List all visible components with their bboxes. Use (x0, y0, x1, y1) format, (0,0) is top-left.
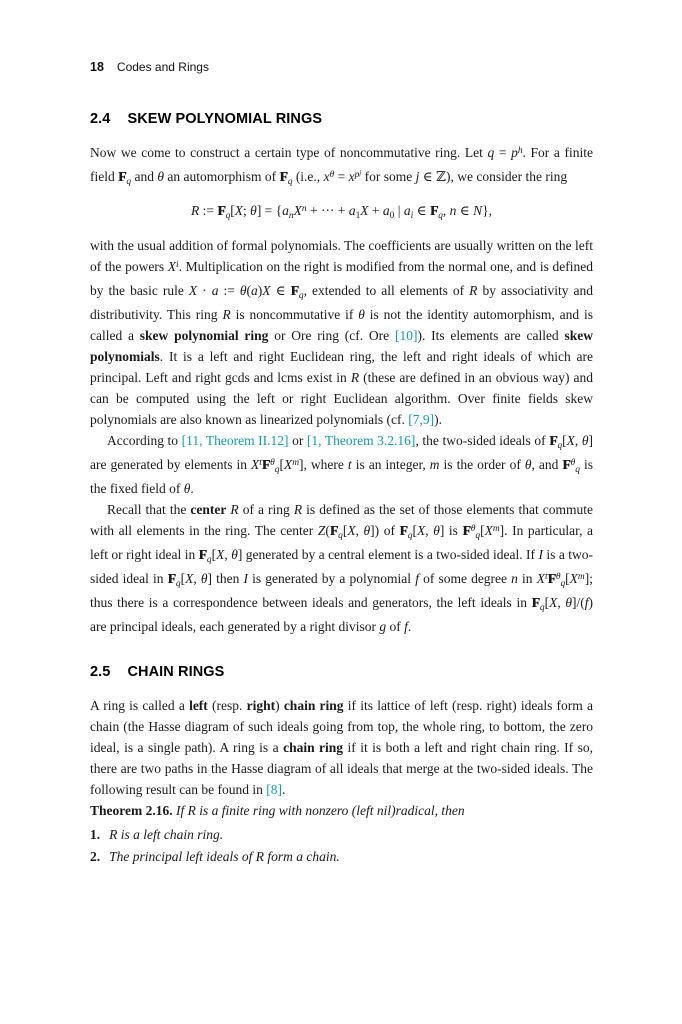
text-run: R (293, 502, 303, 517)
text-run: }, (482, 203, 493, 218)
text-run: ) (275, 698, 284, 713)
text-run: X (185, 571, 194, 586)
text-run: of (386, 619, 405, 634)
text-run: 0 (389, 211, 395, 222)
text-run: F (531, 595, 540, 610)
text-run: q (274, 465, 280, 476)
text-run: F (462, 523, 471, 538)
text-run: if its lattice of left (resp. right) ideals form a chain (the Hasse diagram of such ideals going from top, the whole ring, to bottom, the zero ideal, is a single path). A ring is a (90, 698, 593, 755)
text-run: θ (183, 481, 191, 496)
text-run: q (539, 603, 545, 614)
text-run: right (246, 698, 276, 713)
text-run: X (167, 259, 176, 274)
text-run: F (547, 571, 556, 586)
text-run: ∈ (413, 203, 430, 218)
text-run: X (250, 457, 260, 472)
text-run: , (442, 203, 450, 218)
text-run: R (190, 203, 200, 218)
text-run: X (566, 433, 575, 448)
text-run: [ (279, 457, 284, 472)
text-run: X (293, 203, 302, 218)
text-run: , (574, 433, 582, 448)
text-run: F (279, 169, 288, 184)
text-run: q (487, 145, 495, 160)
text-run: X (283, 457, 293, 472)
text-run: F (217, 203, 226, 218)
text-run: [ (565, 571, 570, 586)
text-run: , (224, 547, 232, 562)
text-run: a (211, 283, 219, 298)
text-run: X (234, 203, 244, 218)
text-run: (resp. (207, 698, 247, 713)
text-run: g (379, 619, 387, 634)
text-run: f (404, 619, 408, 634)
theorem-list (90, 824, 593, 867)
text-run: θ (470, 524, 476, 535)
text-run: ), we consider the ring (446, 169, 568, 184)
text-run: . (281, 782, 286, 797)
text-run: , (355, 523, 364, 538)
paragraph (90, 499, 593, 637)
text-run: a (251, 283, 258, 298)
text-run: F (329, 523, 339, 538)
text-run: ∈ ℤ (419, 169, 446, 184)
text-run: + ··· + (306, 203, 349, 218)
text-run: θ (358, 307, 365, 322)
text-run: θ (239, 283, 247, 298)
text-run: [ (562, 433, 567, 448)
text-run: ). Its elements are called (417, 328, 565, 343)
text-run: a (282, 203, 289, 218)
text-run: ] (588, 433, 593, 448)
list-item (90, 846, 593, 868)
text-run: θ (231, 547, 238, 562)
text-run: q (287, 177, 293, 188)
text-run: If R is a finite ring with nonzero (left nil)radical, then (172, 803, 465, 818)
text-run: According to (107, 433, 182, 448)
paragraph (90, 142, 593, 190)
text-run: if it is both a left and right chain ring. If so, there are two paths in the Hasse diagram of all ideals that merge at the two-sided ideals. The following result can be found in (90, 740, 593, 797)
section-title: CHAIN RINGS (127, 664, 225, 680)
text-run: m (292, 458, 300, 469)
text-run: t (544, 572, 548, 583)
text-run: X (188, 283, 198, 298)
text-run: Now we come to construct a certain type of noncommutative ring. Let (90, 145, 488, 160)
text-run: X (262, 283, 271, 298)
text-run: R (230, 502, 239, 517)
text-run: [ (211, 547, 217, 562)
text-run: , extended to all elements of (303, 283, 470, 298)
text-run: θ (581, 433, 589, 448)
text-run: θ (270, 458, 275, 469)
text-run: ] then (207, 571, 244, 586)
text-run: θ (570, 458, 576, 469)
text-run: are generated by elements in (90, 457, 251, 472)
page-number: 18 (90, 60, 104, 74)
text-run: (i.e., (292, 169, 324, 184)
text-run: j (415, 169, 420, 184)
text-run: X (536, 571, 545, 586)
text-run: f (415, 571, 419, 586)
text-run: skew polynomials (90, 328, 593, 364)
text-run: q (225, 211, 231, 222)
text-run: [ (480, 523, 485, 538)
text-run: θ (555, 572, 561, 583)
text-run: := (199, 203, 218, 218)
text-run: q (560, 579, 566, 590)
display-equation (90, 200, 593, 224)
text-run: q (438, 211, 443, 222)
text-run: . For a finite field (90, 145, 593, 184)
text-run: is the order of (439, 457, 525, 472)
text-run: . (407, 619, 412, 634)
text-run: , (425, 523, 434, 538)
paragraph (90, 235, 593, 430)
text-run: ]; thus there is a correspondence between ideals and generators, the left ideals in (90, 571, 593, 610)
text-run: left (189, 698, 208, 713)
text-run: , where (303, 457, 348, 472)
section-heading-2-4 (90, 111, 593, 127)
text-run: ]/( (572, 595, 585, 610)
text-run: θ (250, 203, 257, 218)
text-run: N (473, 203, 483, 218)
text-run: , (193, 571, 201, 586)
text-run: and (131, 169, 158, 184)
text-run: x (348, 169, 355, 184)
text-run: R (469, 283, 478, 298)
item-text (109, 846, 340, 868)
citation-link[interactable]: [10] (394, 328, 418, 343)
text-run: q (126, 177, 132, 188)
text-run: ] is (439, 523, 463, 538)
text-run: F (562, 457, 571, 472)
text-run: i (410, 211, 414, 222)
text-run: is not the identity automorphism, and is called a (90, 307, 593, 343)
text-run: X (347, 523, 356, 538)
text-run: ∈ (270, 283, 291, 298)
text-run: + (368, 203, 383, 218)
text-run: X (569, 571, 578, 586)
text-run: ] generated by a central element is a two-sided ideal. If (237, 547, 539, 562)
text-run: The principal left ideals of R form a chain. (109, 848, 340, 864)
text-run: Recall that the (107, 502, 191, 517)
citation-link[interactable]: [11, Theorem II.12] (181, 433, 289, 448)
text-run: m (577, 572, 585, 583)
text-run: q (475, 531, 481, 542)
text-run: n (449, 203, 457, 218)
text-run: is generated by a polynomial (247, 571, 416, 586)
list-item (90, 824, 593, 846)
text-run: θ (524, 457, 532, 472)
text-run: [ (544, 595, 550, 610)
text-run: X (216, 547, 225, 562)
text-run: Theorem 2.16. (90, 803, 173, 818)
text-run: m (429, 457, 440, 472)
text-run: n (288, 211, 294, 222)
text-run: = (334, 169, 349, 184)
text-run: chain ring (283, 698, 344, 713)
text-run: with the usual addition of formal polynomials. The coefficients are usually written on the left of the powers (90, 238, 594, 274)
text-run: ] = { (256, 203, 283, 218)
text-run: , and (531, 457, 563, 472)
section-number: 2.4 (90, 111, 111, 127)
text-run: j (359, 169, 362, 178)
text-run: θ (565, 595, 572, 610)
text-run: q (575, 465, 580, 476)
text-run: , (557, 595, 566, 610)
text-run: are principal ideals, each generated by a right divisor (90, 619, 380, 634)
text-run: q (557, 441, 563, 452)
section-number: 2.5 (90, 664, 111, 680)
text-run: q (298, 291, 304, 302)
text-run: i (176, 260, 179, 271)
text-run: . It is a left and right Euclidean ring, the left and right ideals of which are principal. Left and right gcds and lcms exist in (90, 349, 593, 385)
text-run: X (549, 595, 558, 610)
text-run: X (484, 523, 493, 538)
text-run: Z (317, 523, 326, 538)
item-number: 2. (90, 848, 101, 864)
text-run: R is a left chain ring. (109, 827, 224, 842)
text-run: by associativity and distributivity. This ring (90, 283, 593, 322)
text-run: or Ore ring (cf. Ore (268, 328, 395, 343)
text-run: chain ring (283, 740, 344, 755)
text-run: F (290, 283, 299, 298)
running-title: Codes and Rings (116, 60, 209, 74)
text-run: I (243, 571, 248, 586)
text-run: F (549, 433, 558, 448)
page-content (90, 60, 593, 867)
text-run: θ (329, 170, 335, 181)
text-run: ]) of (370, 523, 400, 538)
text-run: . (190, 481, 194, 496)
text-run: of some degree (418, 571, 512, 586)
text-run: a (348, 203, 356, 218)
paragraph (90, 430, 593, 499)
text-run: R (222, 307, 231, 322)
text-run: ∈ (456, 203, 474, 218)
text-run: F (118, 169, 127, 184)
text-run: q (338, 531, 343, 542)
text-run: (these are defined in an obvious way) and can be computed using the left or right Euclidean algorithm. Over finite fields skew polynomials are also known as linearized polynomials (cf. (90, 370, 593, 427)
text-run: θ (200, 571, 208, 586)
text-run: ) (257, 283, 263, 298)
section-title: SKEW POLYNOMIAL RINGS (127, 111, 323, 127)
text-run: n (511, 571, 518, 586)
text-run: is defined as the set of those elements that commute with all elements in the ring. The center (90, 502, 594, 538)
text-run: t (259, 458, 262, 469)
text-run: for some (361, 169, 416, 184)
text-run: F (261, 457, 271, 472)
text-run: · (197, 283, 212, 298)
item-text (109, 824, 223, 846)
text-run: center (190, 502, 227, 517)
running-head (90, 60, 593, 74)
text-run: | (394, 203, 404, 218)
text-run: p (511, 145, 518, 160)
text-run: t (347, 457, 352, 472)
text-run: X (417, 523, 426, 538)
text-run: of a ring (238, 502, 294, 517)
text-run: ( (325, 523, 330, 538)
text-run: a (403, 203, 411, 218)
text-run: F (167, 571, 176, 586)
text-run: θ (157, 169, 164, 184)
text-run: θ (433, 523, 440, 538)
theorem-2-16 (90, 800, 593, 821)
text-run: ] (499, 523, 505, 538)
text-run: q (407, 531, 413, 542)
text-run: ] (299, 457, 304, 472)
text-run: ( (246, 283, 252, 298)
text-run: . In particular, a left or right ideal in (90, 523, 594, 562)
text-run: X (360, 203, 369, 218)
text-run: [ (180, 571, 186, 586)
text-run: [ (230, 203, 235, 218)
text-run: θ (363, 523, 371, 538)
paragraph (90, 695, 593, 800)
citation-link[interactable]: [1, Theorem 3.2.16] (306, 433, 416, 448)
text-run: 1 (355, 211, 361, 222)
text-run: x (323, 169, 330, 184)
text-run: A ring is called a (90, 698, 190, 713)
citation-link[interactable]: [8] (266, 782, 282, 797)
text-run: R (350, 370, 360, 385)
text-run: [ (342, 523, 348, 538)
text-run: I (538, 547, 543, 562)
text-run: q (175, 579, 181, 590)
text-run: is an integer, (351, 457, 430, 472)
text-run: F (399, 523, 408, 538)
text-run: h (517, 146, 523, 157)
text-run: or (288, 433, 307, 448)
section-heading-2-5 (90, 664, 593, 680)
item-number: 1. (90, 827, 101, 842)
text-run: in (517, 571, 537, 586)
text-run: p (354, 170, 360, 181)
text-run: F (429, 203, 439, 218)
text-run: is a two-sided ideal in (90, 547, 594, 586)
text-run: an automorphism of (163, 169, 280, 184)
text-run: q (206, 555, 212, 566)
citation-link[interactable]: [7,9] (408, 412, 435, 427)
text-run: ). (434, 412, 443, 427)
text-run: . Multiplication on the right is modified from the normal one, and is defined by the basic rule (90, 259, 594, 298)
text-run: F (198, 547, 207, 562)
text-run: ; (243, 203, 251, 218)
text-run: is noncommutative if (230, 307, 359, 322)
text-run: n (301, 204, 307, 215)
text-run: skew polynomial ring (139, 328, 269, 343)
text-run: a (382, 203, 390, 218)
text-run: f (584, 595, 589, 610)
text-run: := (218, 283, 240, 298)
text-run: ) (588, 595, 594, 610)
text-run: , the two-sided ideals of (415, 433, 550, 448)
text-run: is the fixed field of (90, 457, 593, 496)
text-run: = (494, 145, 512, 160)
text-run: m (492, 524, 500, 535)
text-run: [ (412, 523, 417, 538)
